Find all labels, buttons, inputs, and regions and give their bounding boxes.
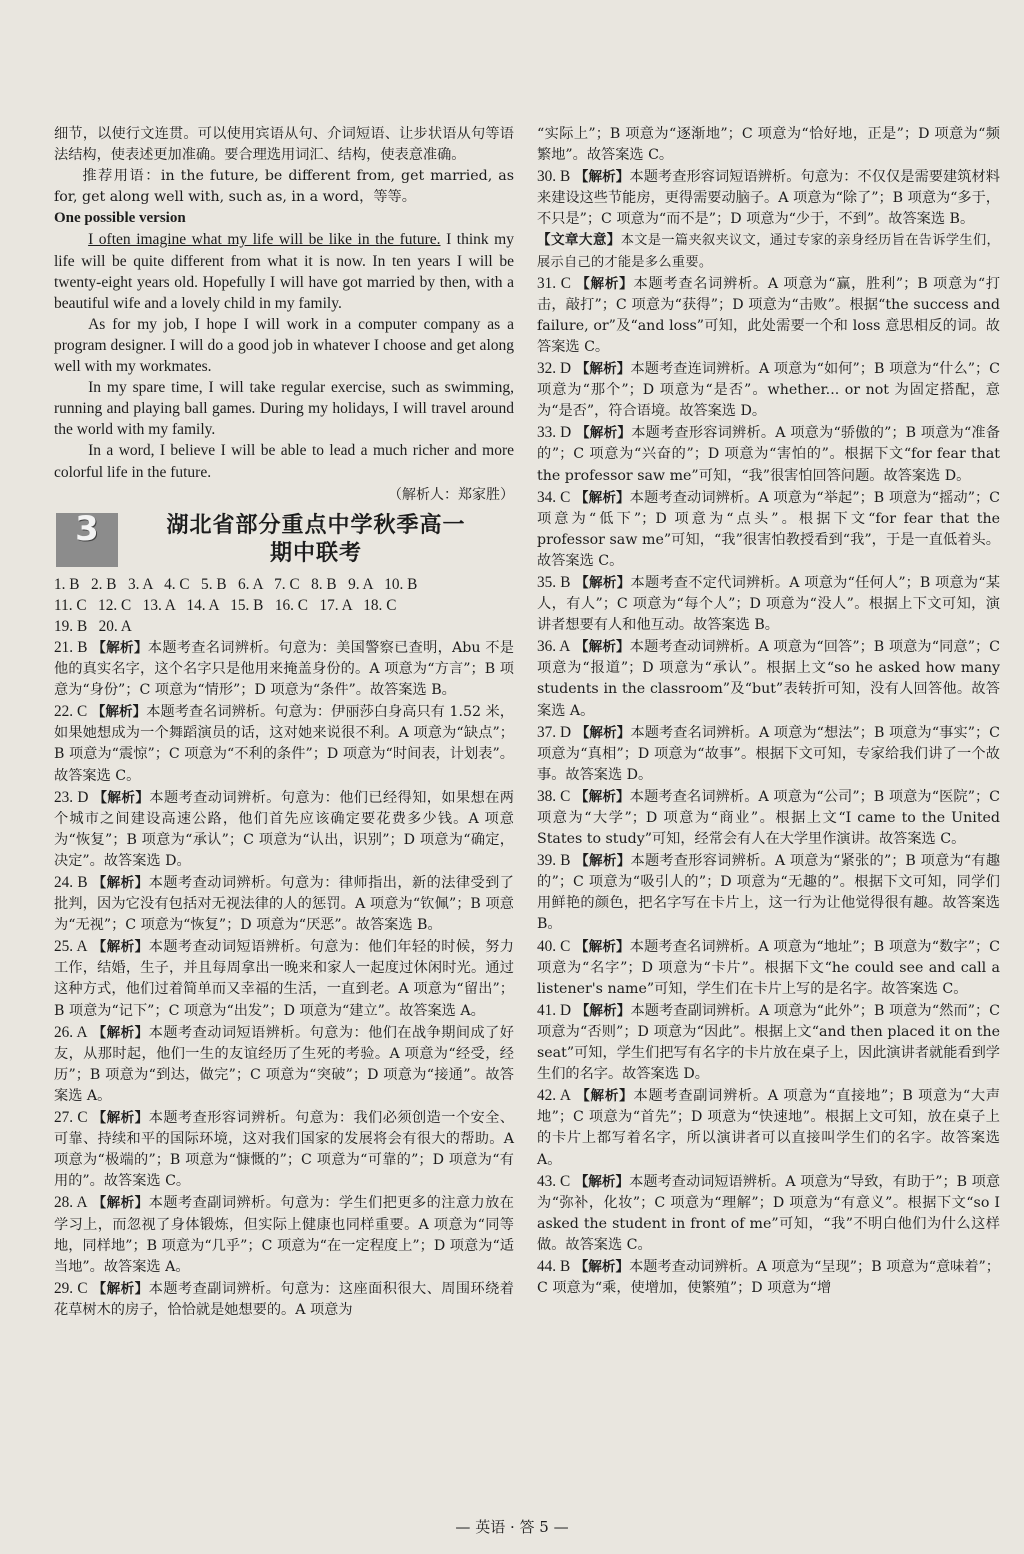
essay-paragraph-3: In my spare time, I will take regular exercise, such as swimming, running and playing ball games. During my holidays, I will travel around the world with my family. bbox=[54, 379, 514, 439]
item-text: 本题考查名词辨析。A 项意为“赢，胜利”；B 项意为“打击，敲打”；C 项意为“获得”；D 项意为“击败”。根据“the success and failure, or”及“and loss”可知，此处需要一个和 loss 意思相反的词。故答案选 C。 bbox=[537, 275, 1001, 355]
essay-topic-sentence: I often imagine what my life will be like in the future. bbox=[88, 231, 441, 249]
item-number: 44. B bbox=[537, 1257, 571, 1275]
item-number: 38. C bbox=[537, 787, 571, 805]
item-text: 本题考查不定代词辨析。A 项意为“任何人”；B 项意为“某人，有人”；C 项意为“每个人”；D 项意为“没人”。根据上下文可知，演讲者想要有人和他互动。故答案选 B。 bbox=[537, 574, 1001, 634]
left-column bbox=[54, 124, 514, 1321]
explanation-item bbox=[537, 422, 1000, 486]
item-29-continuation: “实际上”；B 项意为“逐渐地”；C 项意为“恰好地，正是”；D 项意为“频繁地”。故答案选 C。 bbox=[537, 126, 1000, 164]
item-number: 29. C bbox=[54, 1279, 88, 1297]
right-explanations bbox=[537, 273, 1000, 1300]
item-number: 39. B bbox=[537, 852, 571, 870]
analysis-tag: 【解析】 bbox=[575, 1002, 631, 1019]
explanation-item bbox=[537, 1085, 1000, 1170]
analysis-tag: 【解析】 bbox=[576, 1088, 634, 1105]
explanation-item bbox=[537, 487, 1000, 572]
analysis-tag: 【解析】 bbox=[92, 639, 148, 656]
explanation-item bbox=[54, 872, 514, 936]
item-number: 22. C bbox=[54, 703, 88, 721]
article-summary bbox=[537, 230, 1000, 272]
item-text: 本题考查形容词辨析。A 项意为“骄傲的”；B 项意为“准备的”；C 项意为“兴奋的”；D 项意为“害怕的”。根据下文“for fear that the professor saw me”可知，“我”很害怕回答问题。故答案选 D。 bbox=[537, 425, 1001, 484]
item-text: 本题考查动词辨析。句意为：律师指出，新的法律受到了批判，因为它没有包括对无视法律的人的惩罚。A 项意为“钦佩”；B 项意为“无视”；C 项意为“恢复”；D 项意为“厌恶”。故答案选 B。 bbox=[54, 875, 514, 934]
essay-paragraph-4: In a word, I believe I will be able to lead a much richer and more colorful life in the future. bbox=[54, 442, 514, 481]
section-header bbox=[54, 510, 514, 570]
explanation-item bbox=[537, 1000, 1000, 1085]
item-number: 32. D bbox=[537, 360, 572, 378]
essay-paragraph-1 bbox=[54, 229, 514, 313]
explanation-item bbox=[54, 637, 514, 701]
analyst-signature: （解析人：郑家胜） bbox=[388, 486, 514, 503]
answer-key-row-1: 1. B 2. B 3. A 4. C 5. B 6. A 7. C 8. B 9. A 10. B bbox=[54, 575, 418, 593]
item-number: 27. C bbox=[54, 1109, 88, 1127]
summary-text: 本文是一篇夹叙夹议文，通过专家的亲身经历旨在告诉学生们，展示自己的才能是多么重要。 bbox=[537, 233, 1000, 270]
item-text: 本题考查动词辨析。句意为：他们已经得知，如果想在两个城市之间建设高速公路，他们首先应该确定要花费多少钱。A 项意为“恢复”；B 项意为“承认”；C 项意为“认出，识别”；D 项意为“确定，决定”。故答案选 D。 bbox=[54, 789, 514, 869]
analysis-tag: 【解析】 bbox=[575, 853, 631, 870]
item-text: 本题考查动词短语辨析。A 项意为“导致，有助于”；B 项意为“弥补，化妆”；C 项意为“理解”；D 项意为“有意义”。根据下文“so I asked the student in front of me”可知，“我”不明白他们为什么这样做。故答案选 C。 bbox=[537, 1173, 1001, 1253]
explanation-item bbox=[537, 273, 1000, 358]
item-number: 41. D bbox=[537, 1001, 572, 1019]
item-text: 本题考查动词短语辨析。句意为：他们在战争期间成了好友，从那时起，他们一生的友谊经历了生死的考验。A 项意为“经受，经历”；B 项意为“到达，做完”；C 项意为“突破”；D 项意为“接通”。故答案选 A。 bbox=[54, 1024, 514, 1104]
item-text: 本题考查名词辨析。句意为：美国警察已查明，Abu 不是他的真实名字，这个名字只是他用来掩盖身份的。A 项意为“方言”；B 项意为“身份”；C 项意为“情形”；D 项意为“条件”。故答案选 B。 bbox=[54, 639, 514, 699]
explanation-item bbox=[54, 1192, 514, 1277]
version-heading: One possible version bbox=[54, 210, 186, 227]
intro-paragraph-2: 推荐用语：in the future, be different from, get married, as for, get along well with, such as, in a word，等等。 bbox=[54, 168, 514, 206]
item-number: 26. A bbox=[54, 1023, 88, 1041]
explanation-item bbox=[537, 636, 1000, 721]
item-number: 35. B bbox=[537, 573, 571, 591]
analysis-tag: 【解析】 bbox=[575, 724, 631, 741]
analysis-tag: 【解析】 bbox=[574, 1173, 630, 1190]
explanation-item bbox=[537, 1171, 1000, 1256]
item-text: 本题考查动词辨析。A 项意为“举起”；B 项意为“摇动”；C 项意为“低下”；D 项意为“点头”。根据下文“for fear that the professor saw me”可知，“我”很害怕教授看到“我”，于是一直低着头。故答案选 C。 bbox=[537, 489, 1001, 569]
analysis-tag: 【解析】 bbox=[575, 574, 631, 591]
explanation-item bbox=[537, 358, 1000, 422]
analysis-tag: 【解析】 bbox=[574, 169, 630, 186]
item-number: 40. C bbox=[537, 937, 571, 955]
essay-paragraph-2: As for my job, I hope I will work in a computer company as a program designer. I will do a good job in whatever I choose and get along well with my workmates. bbox=[54, 315, 514, 376]
section-title-line-1: 湖北省部分重点中学秋季高一 bbox=[166, 512, 466, 538]
analysis-tag: 【解析】 bbox=[574, 639, 630, 656]
answer-key-row-2: 11. C 12. C 13. A 14. A 15. B 16. C 17. A 18. C bbox=[54, 596, 397, 614]
item-text: 本题考查副词辨析。A 项意为“直接地”；B 项意为“大声地”；C 项意为“首先”；D 项意为“快速地”。根据上文可知，放在桌子上的卡片上都写着名字，所以演讲者可以直接叫学生们的名字。故答案选 A。 bbox=[537, 1088, 1001, 1168]
page-footer: — 英语 · 答 5 — bbox=[455, 1518, 569, 1536]
section-number: 3 bbox=[75, 508, 99, 549]
item-text: 本题考查副词辨析。A 项意为“此外”；B 项意为“然而”；C 项意为“否则”；D 项意为“因此”。根据上文“and then placed it on the seat”可知，学生们把写有名字的卡片放在桌子上，因此演讲者就能看到学生们的名字。故答案选 D。 bbox=[537, 1002, 1001, 1083]
analysis-tag: 【解析】 bbox=[92, 875, 149, 891]
section-number-badge bbox=[56, 508, 118, 567]
item-text: 本题考查动词辨析。A 项意为“呈现”；B 项意为“意味着”；C 项意为“乘，使增加，使繁殖”；D 项意为“增 bbox=[537, 1258, 1000, 1297]
item-number: 42. A bbox=[537, 1087, 571, 1105]
summary-tag: 【文章大意】 bbox=[537, 232, 621, 249]
explanation-item bbox=[54, 1022, 514, 1107]
essay-paragraph-1-rest: I think my life will be quite different from what it is now. In ten years I will be twenty-eight years old. Hopefully I will have got married by then, with a beautiful wife and a lovely child in my family. bbox=[54, 231, 514, 312]
analysis-tag: 【解析】 bbox=[574, 938, 630, 955]
explanation-item bbox=[537, 850, 1000, 935]
explanation-item bbox=[54, 1278, 514, 1321]
analysis-tag: 【解析】 bbox=[92, 1024, 149, 1041]
item-text: 本题考查形容词辨析。A 项意为“紧张的”；B 项意为“有趣的”；C 项意为“吸引人的”；D 项意为“无趣的”。根据下文可知，同学们用鲜艳的颜色，把名字写在卡片上，这一行为让他觉得很有趣。故答案选 B。 bbox=[537, 853, 1001, 933]
explanation-item bbox=[54, 936, 514, 1021]
item-text: 本题考查名词辨析。A 项意为“想法”；B 项意为“事实”；C 项意为“真相”；D 项意为“故事”。根据下文可知，专家给我们讲了一个故事。故答案选 D。 bbox=[537, 724, 1001, 783]
item-number: 33. D bbox=[537, 424, 572, 442]
item-text: 本题考查副词辨析。句意为：学生们把更多的注意力放在学习上，而忽视了身体锻炼，但实际上健康也同样重要。A 项意为“同等地，同样地”；B 项意为“几乎”；C 项意为“在一定程度上”；D 项意为“适当地”。故答案选 A。 bbox=[54, 1195, 514, 1275]
analysis-tag: 【解析】 bbox=[574, 489, 630, 506]
analysis-tag: 【解析】 bbox=[92, 1195, 149, 1212]
analysis-tag: 【解析】 bbox=[576, 275, 634, 292]
item-text: 本题考查连词辨析。A 项意为“如何”；B 项意为“什么”；C 项意为“那个”；D 项意为“是否”。whether... or not 为固定搭配，意为“是否”，符合语境。故答案选 D。 bbox=[537, 361, 1001, 420]
item-number: 31. C bbox=[537, 274, 571, 292]
item-text: 本题考查形容词短语辨析。句意为：不仅仅是需要建筑材料来建设这些节能房，更得需要动脑子。A 项意为“除了”；B 项意为“多于，不只是”；C 项意为“而不是”；D 项意为“少于，不到”。故答案选 B。 bbox=[537, 169, 1000, 228]
explanation-item bbox=[537, 936, 1000, 1000]
analysis-tag: 【解析】 bbox=[92, 1110, 149, 1127]
analysis-tag: 【解析】 bbox=[574, 1258, 630, 1275]
analysis-tag: 【解析】 bbox=[92, 939, 149, 956]
item-text: 本题考查副词辨析。句意为：这座面积很大、周围环绕着花草树木的房子，恰恰就是她想要的。A 项意为 bbox=[54, 1280, 514, 1318]
explanation-item bbox=[54, 701, 514, 786]
right-column bbox=[537, 124, 1000, 1299]
explanation-item bbox=[537, 722, 1000, 786]
analysis-tag: 【解析】 bbox=[92, 1280, 149, 1297]
explanation-item bbox=[537, 1256, 1000, 1299]
item-text: 本题考查动词短语辨析。句意为：他们年轻的时候，努力工作，结婚，生子，并且每周拿出一晚来和家人一起度过休闲时光。通过这种方式，他们过着简单而又幸福的生活，一直到老。A 项意为“留出”；B 项意为“记下”；C 项意为“出发”；D 项意为“建立”。故答案选 A。 bbox=[54, 939, 514, 1019]
item-number: 34. C bbox=[537, 488, 571, 506]
item-number: 30. B bbox=[537, 168, 571, 186]
item-number: 36. A bbox=[537, 638, 571, 656]
explanation-item bbox=[54, 1107, 514, 1192]
explanation-item bbox=[537, 786, 1000, 850]
explanation-item-30 bbox=[537, 166, 1000, 230]
answer-key-row-3: 19. B 20. A bbox=[54, 617, 132, 635]
analysis-tag: 【解析】 bbox=[91, 704, 147, 721]
item-number: 24. B bbox=[54, 874, 88, 891]
section-title bbox=[118, 512, 514, 568]
item-text: 本题考查名词辨析。A 项意为“公司”；B 项意为“医院”；C 项意为“大学”；D 项意为“商业”。根据上文“I came to the United States to study”可知，经常会有人在大学里作演讲。故答案选 C。 bbox=[537, 788, 1001, 848]
explanation-item bbox=[54, 787, 514, 872]
item-number: 37. D bbox=[537, 723, 572, 741]
item-number: 21. B bbox=[54, 638, 88, 656]
item-text: 本题考查名词辨析。A 项意为“地址”；B 项意为“数字”；C 项意为“名字”；D 项意为“卡片”。根据下文“he could see and call a listener's name”可知，学生们在卡片上写的是名字。故答案选 C。 bbox=[537, 938, 1001, 997]
analysis-tag: 【解析】 bbox=[575, 425, 632, 442]
analysis-tag: 【解析】 bbox=[574, 788, 630, 805]
item-number: 25. A bbox=[54, 938, 88, 956]
intro-paragraph-1: 细节，以使行文连贯。可以使用宾语从句、介词短语、让步状语从句等语法结构，使表述更加准确。要合理选用词汇、结构，使表意准确。 bbox=[54, 126, 514, 164]
left-explanations bbox=[54, 637, 514, 1321]
item-number: 28. A bbox=[54, 1194, 88, 1212]
item-text: 本题考查形容词辨析。句意为：我们必须创造一个安全、可靠、持续和平的国际环境，这对我们国家的发展将会有很大的帮助。A 项意为“极端的”；B 项意为“慷慨的”；C 项意为“可靠的”；D 项意为“有用的”。故答案选 C。 bbox=[54, 1110, 514, 1190]
analysis-tag: 【解析】 bbox=[575, 361, 631, 378]
explanation-item bbox=[537, 572, 1000, 636]
item-text: 本题考查名词辨析。句意为：伊丽莎白身高只有 1.52 米，如果她想成为一个舞蹈演员的话，这对她来说很不利。A 项意为“缺点”；B 项意为“震惊”；C 项意为“不利的条件”；D 项意为“时间表，计划表”。故答案选 C。 bbox=[54, 704, 514, 784]
analysis-tag: 【解析】 bbox=[93, 789, 150, 806]
section-title-line-2: 期中联考 bbox=[269, 540, 362, 566]
item-number: 43. C bbox=[537, 1172, 571, 1190]
item-number: 23. D bbox=[54, 788, 89, 806]
item-text: 本题考查动词辨析。A 项意为“回答”；B 项意为“同意”；C 项意为“报道”；D 项意为“承认”。根据上文“so he asked how many students in the classroom”及“but”表转折可知，没有人回答他。故答案选 A。 bbox=[537, 639, 1001, 719]
